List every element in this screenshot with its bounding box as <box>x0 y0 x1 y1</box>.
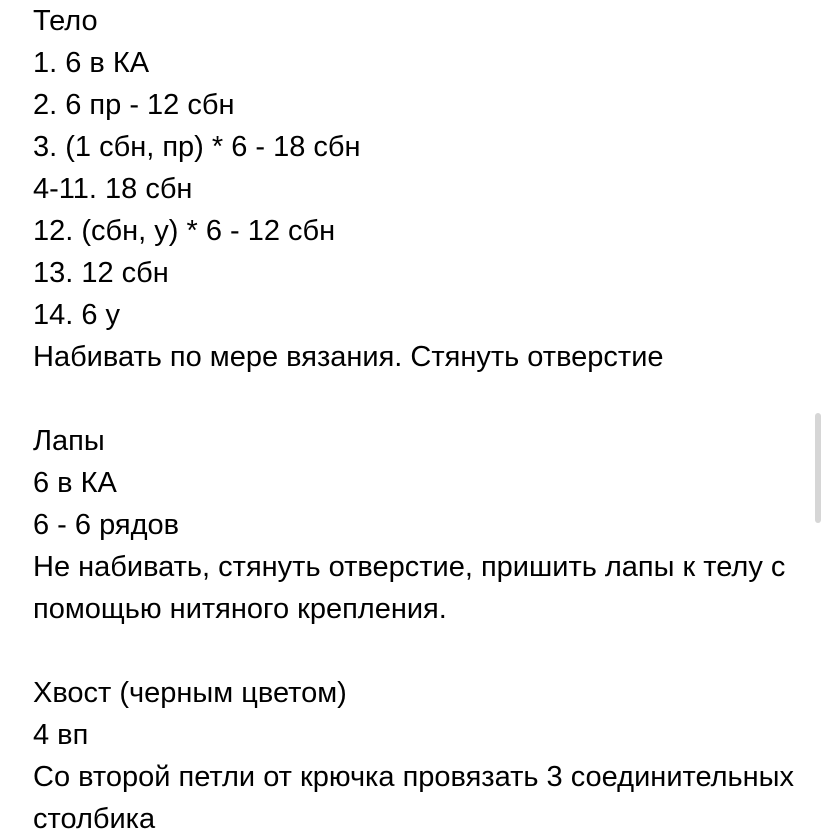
blank-line <box>33 378 803 420</box>
blank-line <box>33 630 803 672</box>
section-title-paws: Лапы <box>33 425 105 457</box>
paws-instruction: Не набивать, стянуть отверстие, пришить лапы к телу с помощью нитяного крепления. <box>33 551 786 625</box>
section-title-body: Тело <box>33 5 98 37</box>
note-content[interactable] <box>33 0 803 840</box>
body-instruction: Набивать по мере вязания. Стянуть отверстие <box>33 341 664 373</box>
tail-instruction: Со второй петли от крючка провязать 3 соединительных столбика <box>33 761 795 835</box>
pattern-row: 12. (сбн, у) * 6 - 12 сбн <box>33 215 336 247</box>
pattern-row: 13. 12 сбн <box>33 257 169 289</box>
pattern-row: 3. (1 сбн, пр) * 6 - 18 сбн <box>33 131 361 163</box>
vertical-scrollbar[interactable] <box>815 413 821 523</box>
pattern-row: 6 - 6 рядов <box>33 509 180 541</box>
pattern-row: 6 в КА <box>33 467 117 499</box>
pattern-row: 14. 6 у <box>33 299 121 331</box>
pattern-row: 1. 6 в КА <box>33 47 150 79</box>
pattern-row: 4 вп <box>33 719 89 751</box>
section-title-tail: Хвост (черным цветом) <box>33 677 347 709</box>
pattern-row: 4-11. 18 сбн <box>33 173 193 205</box>
pattern-row: 2. 6 пр - 12 сбн <box>33 89 235 121</box>
